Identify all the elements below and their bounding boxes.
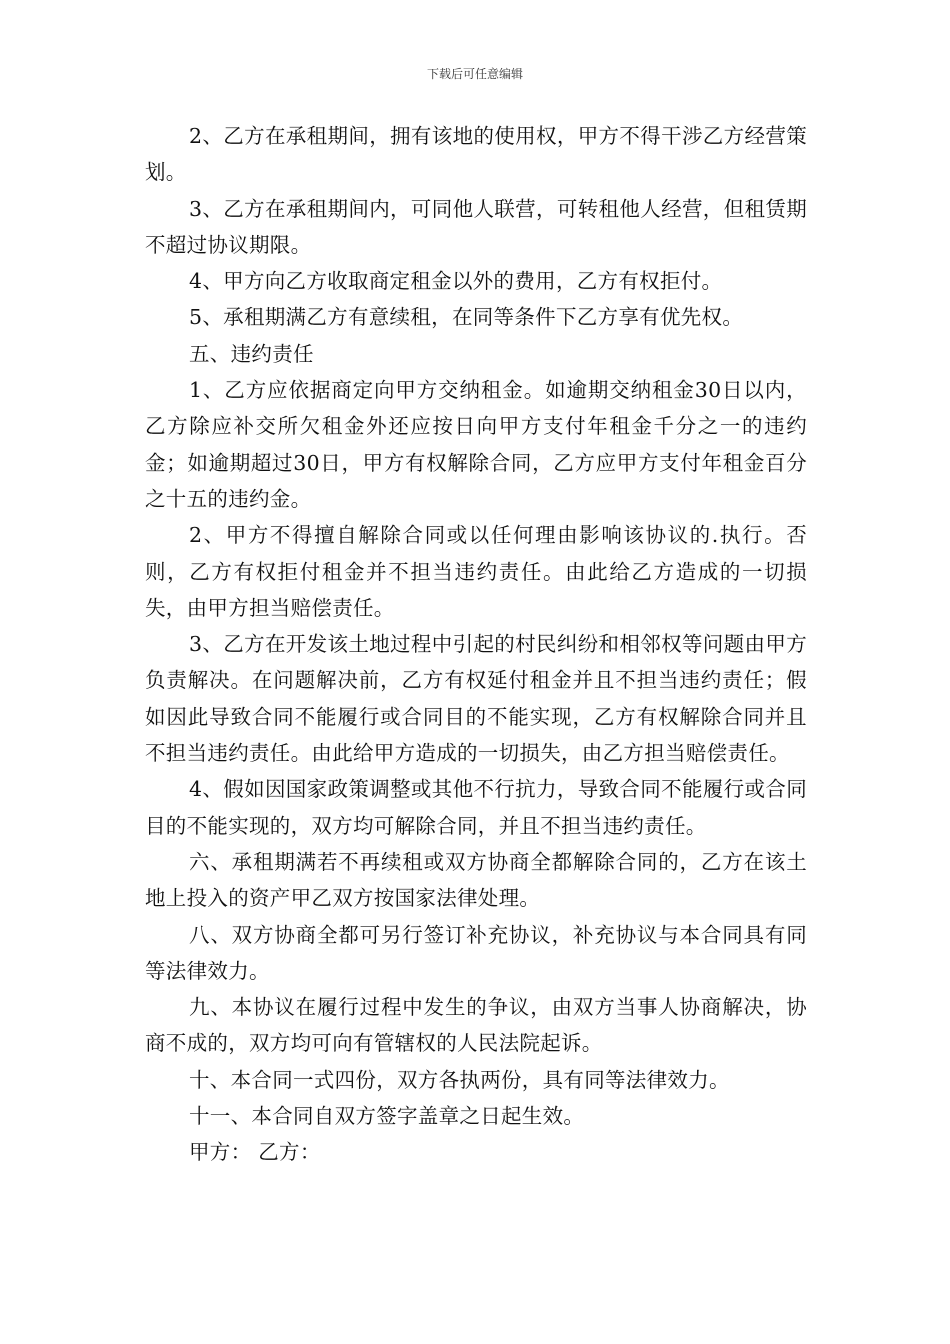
document-body <box>145 118 807 1171</box>
breach-clause-1: 1、乙方应依据商定向甲方交纳租金。如逾期交纳租金30日以内，乙方除应补交所欠租金外还应按日向甲方支付年租金千分之一的违约金；如逾期超过30日，甲方有权解除合同，乙方应甲方支付年租金百分之十五的违约金。 <box>145 378 807 511</box>
signature-line: 甲方： 乙方： <box>189 1140 321 1165</box>
section-10-text: 十、本合同一式四份，双方各执两份，具有同等法律效力。 <box>189 1067 730 1092</box>
breach-clause-3: 3、乙方在开发该土地过程中引起的村民纠纷和相邻权等问题由甲方负责解决。在问题解决前，乙方有权延付租金并且不担当违约责任；假如因此导致合同不能履行或合同目的不能实现，乙方有权解除合同并且不担当违约责任。由此给甲方造成的一切损失，由乙方担当赔偿责任。 <box>145 632 807 766</box>
section-11-text: 十一、本合同自双方签字盖章之日起生效。 <box>189 1104 585 1129</box>
clause-4-extra-fees: 4、甲方向乙方收取商定租金以外的费用，乙方有权拒付。 <box>189 269 723 294</box>
breach-clause-2: 2、甲方不得擅自解除合同或以任何理由影响该协议的.执行。否则，乙方有权拒付租金并不担当违约责任。由此给乙方造成的一切损失，由甲方担当赔偿责任。 <box>145 523 807 620</box>
section-9-text: 九、本协议在履行过程中发生的争议，由双方当事人协商解决，协商不成的，双方均可向有管辖权的人民法院起诉。 <box>145 995 807 1056</box>
clause-3-sublease: 3、乙方在承租期间内，可同他人联营，可转租他人经营，但租赁期不超过协议期限。 <box>145 196 807 257</box>
breach-clause-4: 4、假如因国家政策调整或其他不行抗力，导致合同不能履行或合同目的不能实现的，双方均可解除合同，并且不担当违约责任。 <box>145 777 807 838</box>
section-5-heading: 五、违约责任 <box>189 341 314 366</box>
clause-5-renewal: 5、承租期满乙方有意续租，在同等条件下乙方享有优先权。 <box>189 305 744 330</box>
page-header: 下载后可任意编辑 <box>426 67 523 81</box>
section-6-text: 六、承租期满若不再续租或双方协商全都解除合同的，乙方在该土地上投入的资产甲乙双方按国家法律处理。 <box>145 849 807 911</box>
section-8-text: 八、双方协商全都可另行签订补充协议，补充协议与本合同具有同等法律效力。 <box>145 922 807 983</box>
clause-2-usage-right: 2、乙方在承租期间，拥有该地的使用权，甲方不得干涉乙方经营策划。 <box>145 124 807 185</box>
